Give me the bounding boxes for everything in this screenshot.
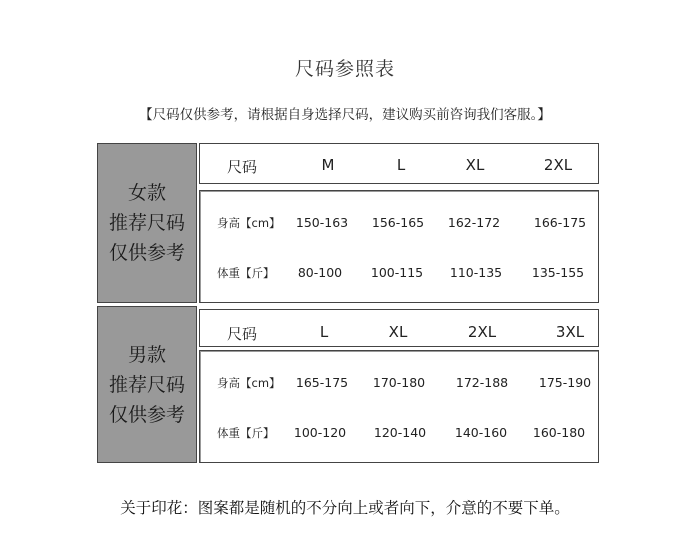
table-cell: 162-172	[447, 215, 501, 230]
size-header: L	[319, 323, 329, 341]
table-cell: 160-180	[532, 425, 586, 440]
size-header: XL	[465, 156, 485, 174]
table-cell: 166-175	[533, 215, 587, 230]
men-label-line: 仅供参考	[108, 403, 185, 426]
table-cell: 165-175	[295, 375, 349, 390]
table-cell: 140-160	[454, 425, 508, 440]
table-cell: 110-135	[449, 265, 503, 280]
height-label: 身高【cm】	[217, 376, 281, 390]
weight-label: 体重【斤】	[217, 426, 275, 440]
women-label-line: 女款	[127, 182, 166, 204]
women-side-label	[97, 143, 197, 303]
women-label-line: 仅供参考	[108, 242, 185, 264]
table-cell: 150-163	[295, 215, 349, 230]
size-header: L	[396, 156, 406, 174]
men-header-row	[199, 309, 599, 347]
women-label-line: 推荐尺码	[108, 212, 185, 234]
table-cell: 80-100	[297, 265, 343, 280]
table-cell: 100-120	[293, 425, 347, 440]
size-header: XL	[388, 323, 408, 341]
table-cell: 172-188	[455, 375, 509, 390]
size-notice: 【尺码仅供参考，请根据自身选择尺码，建议购买前咨询我们客服。】	[139, 107, 551, 123]
size-header: 3XL	[555, 323, 585, 341]
table-cell: 120-140	[373, 425, 427, 440]
size-header: M	[321, 156, 335, 174]
women-header-row	[199, 143, 599, 184]
men-label-line: 推荐尺码	[108, 373, 185, 396]
weight-label: 体重【斤】	[217, 266, 275, 280]
table-cell: 156-165	[371, 215, 425, 230]
page-title: 尺码参照表	[294, 58, 395, 80]
men-label-line: 男款	[127, 343, 166, 366]
table-cell: 170-180	[372, 375, 426, 390]
size-header: 2XL	[543, 156, 573, 174]
table-cell: 100-115	[370, 265, 424, 280]
table-cell: 135-155	[531, 265, 585, 280]
size-header-label: 尺码	[226, 325, 258, 343]
size-header-label: 尺码	[226, 158, 258, 176]
men-side-label	[97, 306, 197, 463]
men-measure-table	[199, 350, 599, 463]
size-header: 2XL	[467, 323, 497, 341]
height-label: 身高【cm】	[217, 216, 281, 230]
women-measure-table	[199, 190, 599, 303]
table-cell: 175-190	[538, 375, 592, 390]
print-notice: 关于印花：图案都是随机的不分向上或者向下，介意的不要下单。	[120, 499, 570, 517]
